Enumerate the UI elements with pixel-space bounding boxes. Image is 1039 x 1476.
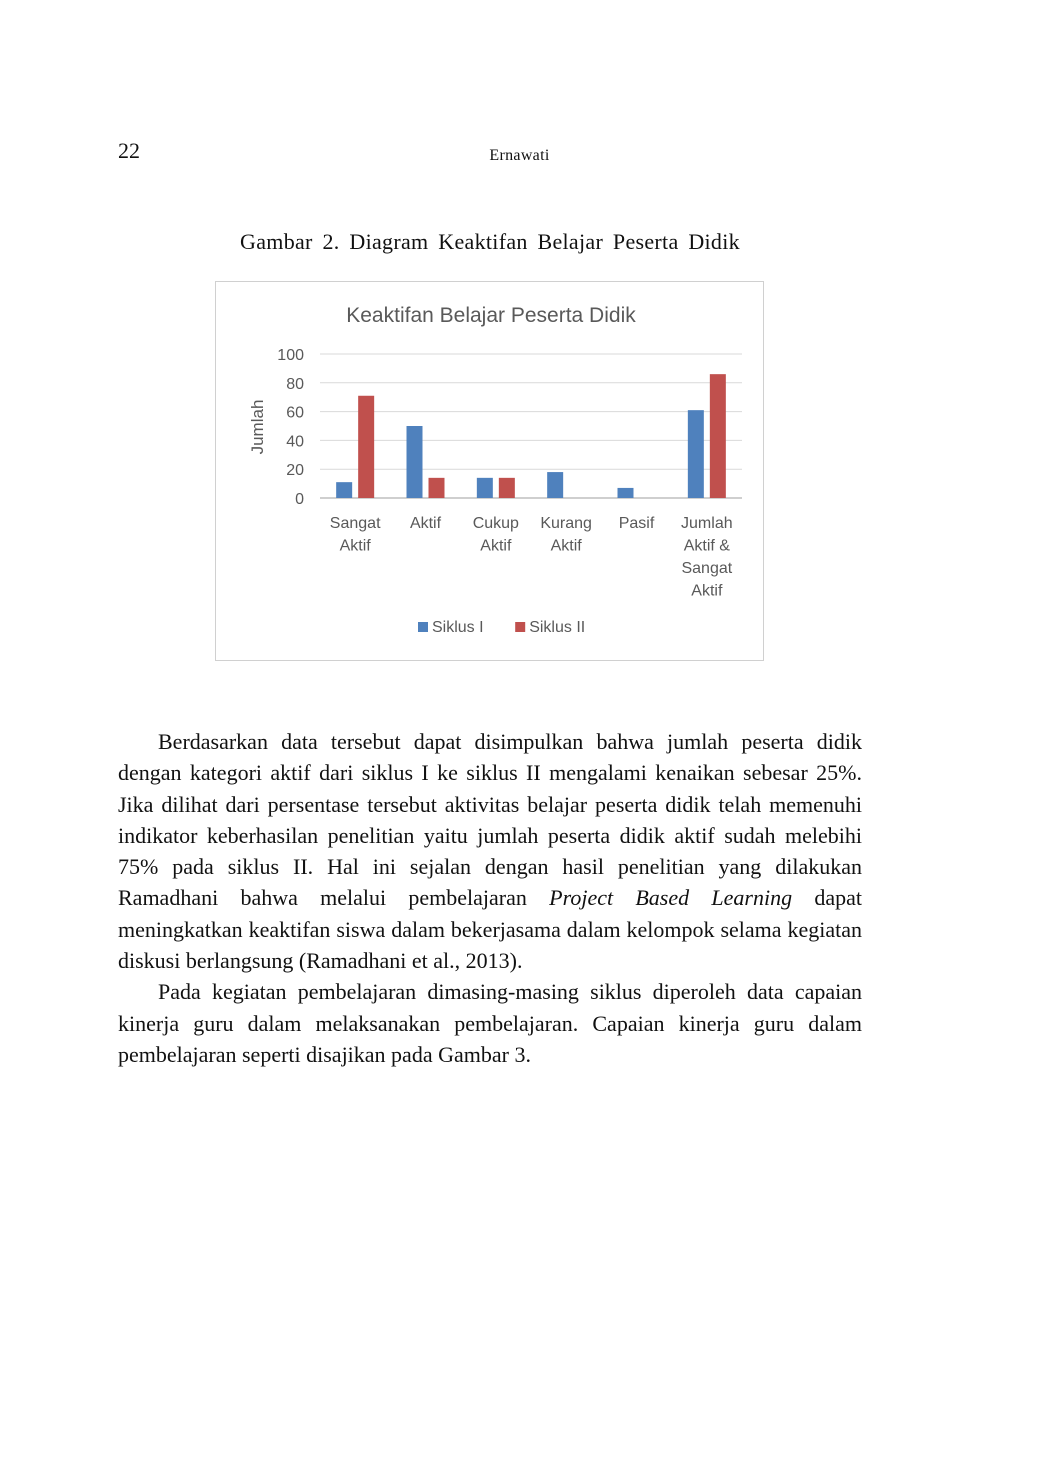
paragraph-1 [118, 726, 862, 976]
bar-siklus-1 [547, 472, 563, 498]
y-tick-label: 80 [286, 375, 304, 393]
bar-siklus-2 [499, 478, 515, 498]
bar-siklus-2 [429, 478, 445, 498]
legend [418, 619, 585, 636]
bars [336, 374, 726, 498]
paragraph-1-italic: Project Based Learning [549, 885, 793, 911]
y-axis-label: Jumlah [248, 399, 267, 455]
legend-swatch [515, 622, 525, 632]
y-tick-label: 0 [295, 491, 304, 508]
paragraph-1-text-end: dapat meningkatkan keaktifan siswa dalam bekerjasama dalam kelompok selama kegiatan diskusi berlangsung (Ramadhani et al., 2013). [118, 885, 862, 974]
legend-swatch [418, 622, 428, 632]
paragraph-2: Pada kegiatan pembelajaran dimasing-masing siklus diperoleh data capaian kinerja guru dalam melaksanakan pembelajaran. Capaian kinerja guru dalam pembelajaran seperti disajikan pada Gambar 3. [118, 979, 862, 1067]
y-tick-label: 100 [277, 347, 304, 364]
bar-chart [215, 281, 764, 661]
y-tick-label: 40 [286, 433, 304, 451]
page-number: 22 [118, 138, 140, 163]
x-tick-label: Kurang [540, 515, 592, 532]
y-tick-label: 20 [286, 462, 304, 480]
x-tick-label: Aktif [691, 582, 723, 600]
bar-siklus-1 [618, 488, 634, 498]
x-tick-labels [330, 515, 733, 600]
x-tick-label: Sangat [329, 515, 381, 532]
chart-title: Keaktifan Belajar Peserta Didik [346, 304, 636, 327]
bar-siklus-2 [710, 374, 726, 498]
running-head: Ernawati [489, 147, 550, 164]
x-tick-label: Aktif & [683, 537, 730, 555]
x-tick-label: Cukup [472, 515, 519, 532]
x-tick-label: Sangat [681, 560, 733, 577]
body-text [118, 726, 862, 1070]
figure-caption: Gambar 2. Diagram Keaktifan Belajar Peserta Didik [240, 229, 740, 254]
paragraph-1-text: Berdasarkan data tersebut dapat disimpulkan bahwa jumlah peserta didik dengan kategori aktif dari siklus I ke siklus II mengalami kenaikan sebesar 25%. Jika dilihat dari persentase tersebut aktivitas belajar peserta didik telah memenuhi indikator keberhasilan penelitian yaitu jumlah peserta didik aktif sudah melebihi 75% pada siklus II. Hal ini sejalan dengan hasil penelitian yang dilakukan Ramadhani bahwa melalui pembelajaran [118, 729, 862, 911]
chart-svg [216, 282, 765, 662]
y-tick-label: 60 [286, 404, 304, 422]
bar-siklus-1 [336, 482, 352, 498]
x-tick-label: Aktif [339, 537, 371, 555]
legend-label: Siklus II [529, 619, 586, 636]
bar-siklus-1 [477, 478, 493, 498]
bar-siklus-1 [407, 426, 423, 498]
x-tick-label: Pasif [618, 515, 655, 532]
legend-label: Siklus I [432, 619, 484, 636]
x-tick-label: Jumlah [681, 515, 733, 532]
x-tick-label: Aktif [550, 537, 582, 555]
x-tick-label: Aktif [480, 537, 512, 555]
x-tick-label: Aktif [409, 515, 442, 532]
bar-siklus-2 [358, 396, 374, 498]
bar-siklus-1 [688, 410, 704, 498]
